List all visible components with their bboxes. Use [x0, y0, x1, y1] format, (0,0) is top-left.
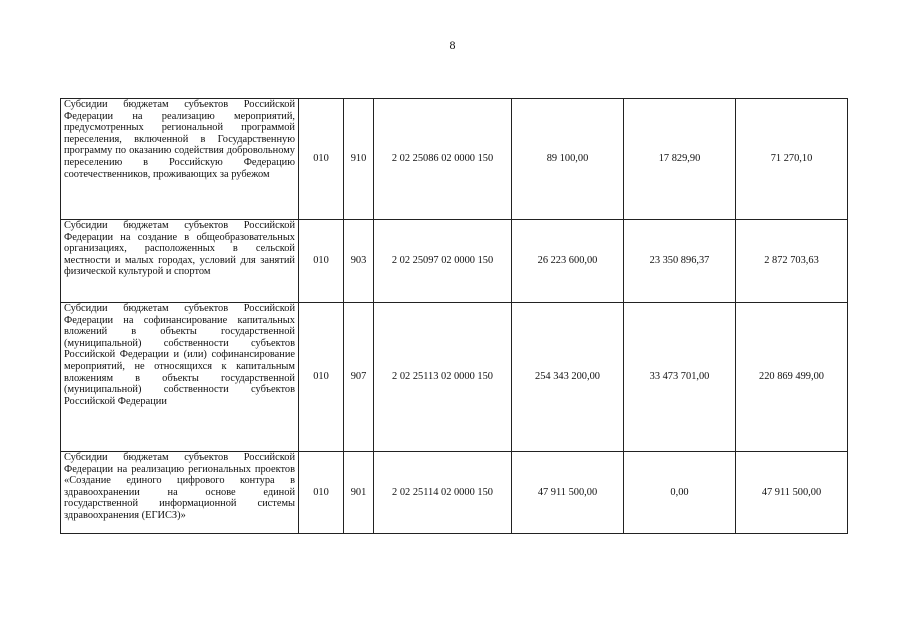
- row-description: Субсидии бюджетам субъектов Российской Федерации на реализацию мероприятий, предусмотренных региональной программой переселения, включенной в Государственную программу по оказанию содействия добровольному переселению в Российскую Федерацию соотечественников, проживающих за рубежом: [61, 99, 299, 220]
- row-admin-code: 907: [344, 303, 374, 452]
- page-number: 8: [449, 38, 456, 52]
- row-value-2: 17 829,90: [624, 99, 736, 220]
- table-row: [61, 452, 848, 534]
- row-group-code: 010: [299, 220, 344, 303]
- row-value-2: 23 350 896,37: [624, 220, 736, 303]
- row-value-3: 47 911 500,00: [736, 452, 848, 534]
- budget-table: [60, 98, 848, 534]
- row-description: Субсидии бюджетам субъектов Российской Федерации на софинансирование капитальных вложений в объекты государственной (муниципальной) собственности субъектов Российской Федерации и (или) софинансирование мероприятий, не относящихся к капитальным вложениям в объекты государственной (муниципальной) собственности субъектов Российской Федерации: [61, 303, 299, 452]
- row-value-3: 2 872 703,63: [736, 220, 848, 303]
- table-row: [61, 99, 848, 220]
- row-group-code: 010: [299, 99, 344, 220]
- row-value-3: 220 869 499,00: [736, 303, 848, 452]
- row-value-1: 254 343 200,00: [512, 303, 624, 452]
- row-value-1: 89 100,00: [512, 99, 624, 220]
- row-admin-code: 901: [344, 452, 374, 534]
- row-budget-code: 2 02 25097 02 0000 150: [374, 220, 512, 303]
- row-value-1: 47 911 500,00: [512, 452, 624, 534]
- row-admin-code: 903: [344, 220, 374, 303]
- row-budget-code: 2 02 25113 02 0000 150: [374, 303, 512, 452]
- row-budget-code: 2 02 25086 02 0000 150: [374, 99, 512, 220]
- row-group-code: 010: [299, 303, 344, 452]
- row-description: Субсидии бюджетам субъектов Российской Федерации на реализацию региональных проектов «Создание единого цифрового контура в здравоохранении на основе единой государственной информационной системы здравоохранения (ЕГИСЗ)»: [61, 452, 299, 534]
- table-row: [61, 303, 848, 452]
- row-value-2: 0,00: [624, 452, 736, 534]
- table-row: [61, 220, 848, 303]
- row-group-code: 010: [299, 452, 344, 534]
- row-budget-code: 2 02 25114 02 0000 150: [374, 452, 512, 534]
- row-value-1: 26 223 600,00: [512, 220, 624, 303]
- row-value-3: 71 270,10: [736, 99, 848, 220]
- row-value-2: 33 473 701,00: [624, 303, 736, 452]
- row-description: Субсидии бюджетам субъектов Российской Федерации на создание в общеобразовательных организациях, расположенных в сельской местности и малых городах, условий для занятий физической культурой и спортом: [61, 220, 299, 303]
- row-admin-code: 910: [344, 99, 374, 220]
